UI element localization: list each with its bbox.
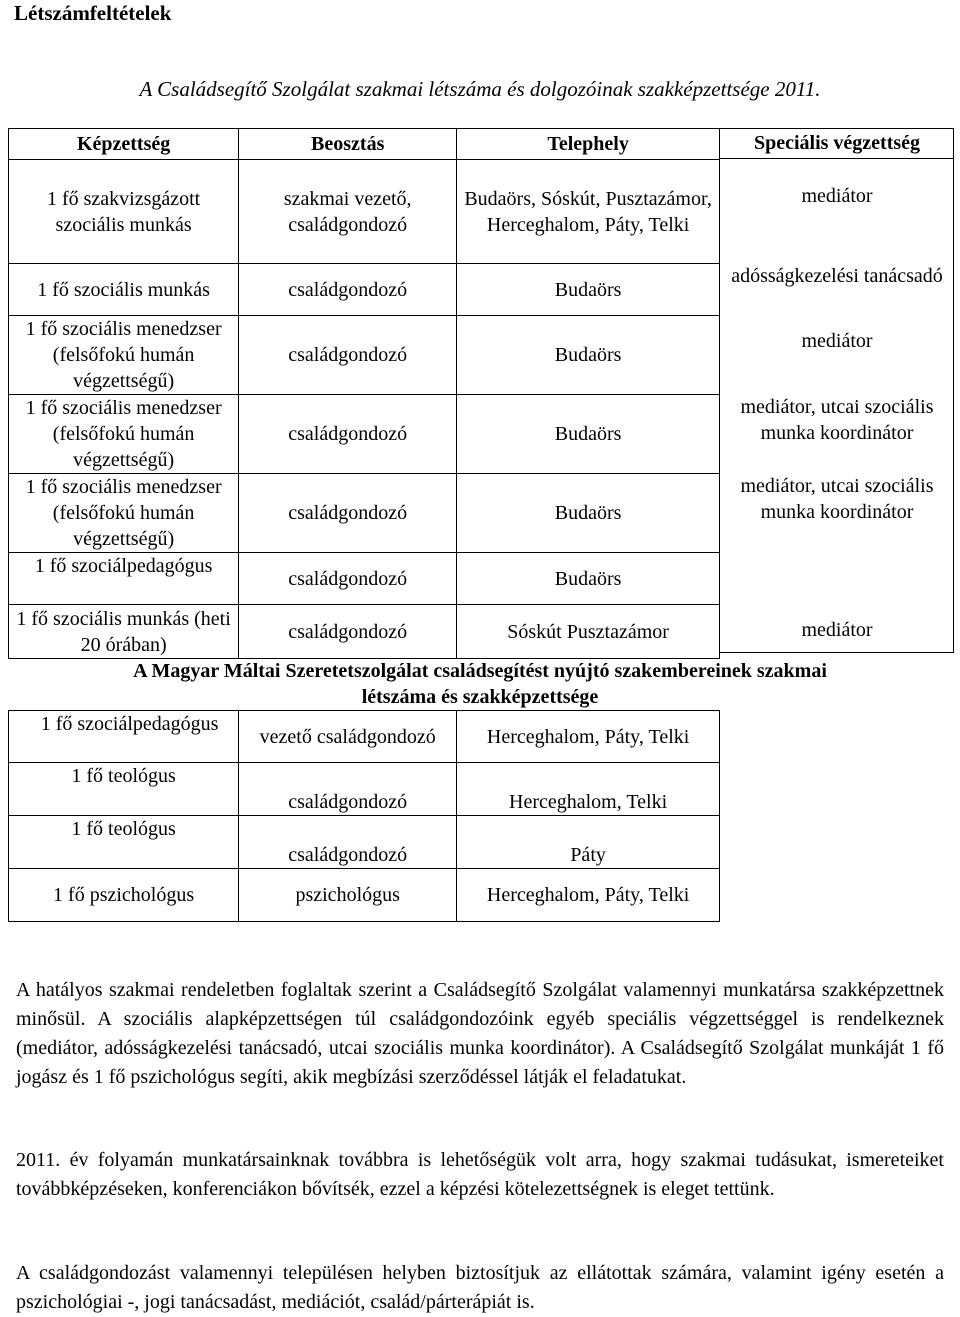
- table-subtitle: A Családsegítő Szolgálat szakmai létszáma és dolgozóinak szakképzettsége 2011.: [139, 77, 821, 101]
- cell-telephely: Herceghalom, Telki: [457, 763, 720, 816]
- spec-column-divider: [720, 158, 954, 159]
- paragraph-qualifications: A hatályos szakmai rendeletben foglaltak szerint a Családsegítő Szolgálat valamennyi munkatársa szakképzettnek minősül. A szociális alapképzettségen túl családgondozóink egyéb speciális végzettséggel is rendelkeznek (mediátor, adósságkezelési tanácsadó, utcai szociális munka koordinátor). A Családsegítő Szolgálat munkáját 1 fő jogász és 1 fő pszichológus segíti, akik megbízási szerződéssel látják el feladatukat.: [16, 979, 944, 1088]
- cell-beosztas: családgondozó: [239, 816, 457, 869]
- section-title: A Magyar Máltai Szeretetszolgálat családsegítést nyújtó szakembereinek szakmai létszáma és szakképzettsége: [133, 660, 827, 708]
- cell-kepzettseg: 1 fő teológus: [9, 763, 239, 816]
- paragraph-training: 2011. év folyamán munkatársainknak továbbra is lehetőségük volt arra, hogy szakmai tudásukat, ismereteiket továbbképzéseken, konferenciákon bővítsék, ezzel a képzési kötelezettségnek is eleget tettünk.: [16, 1149, 944, 1200]
- spec-column-border-top: [720, 128, 954, 129]
- header-kepzettseg: Képzettség: [9, 129, 239, 160]
- paragraph-services: A családgondozást valamennyi településen helyben biztosítjuk az ellátottak számára, valamint igény esetén a pszichológiai -, jogi tanácsadást, mediációt, család/párterápiát is.: [16, 1262, 944, 1313]
- cell-beosztas: családgondozó: [239, 605, 457, 659]
- cell-kepzettseg: 1 fő szociális munkás: [9, 264, 239, 316]
- cell-beosztas: vezető családgondozó: [239, 711, 457, 763]
- cell-beosztas: családgondozó: [239, 316, 457, 395]
- cell-beosztas: szakmai vezető, családgondozó: [239, 160, 457, 264]
- table-row: [9, 763, 720, 816]
- table-row: [9, 711, 720, 763]
- cell-beosztas: családgondozó: [239, 763, 457, 816]
- cell-specialis: mediátor: [801, 619, 873, 641]
- table-row: [9, 316, 720, 395]
- cell-specialis: mediátor, utcai szociális munka koordinátor: [740, 475, 934, 523]
- cell-telephely: Budaörs: [457, 474, 720, 553]
- cell-specialis: mediátor: [801, 185, 873, 207]
- cell-telephely: Herceghalom, Páty, Telki: [457, 711, 720, 763]
- cell-kepzettseg: 1 fő teológus: [9, 816, 239, 869]
- cell-specialis: mediátor: [801, 330, 873, 352]
- cell-telephely: Páty: [457, 816, 720, 869]
- cell-kepzettseg: 1 fő szociálpedagógus: [9, 553, 239, 605]
- cell-kepzettseg: 1 fő pszichológus: [9, 869, 239, 922]
- cell-kepzettseg: 1 fő szociális menedzser (felsőfokú humán végzettségű): [9, 474, 239, 553]
- cell-kepzettseg: 1 fő szociális menedzser (felsőfokú humán végzettségű): [9, 395, 239, 474]
- cell-telephely: Budaörs: [457, 316, 720, 395]
- table-row: [9, 605, 720, 659]
- cell-kepzettseg: 1 fő szociális menedzser (felsőfokú humán végzettségű): [9, 316, 239, 395]
- table-row: [9, 553, 720, 605]
- cell-telephely: Herceghalom, Páty, Telki: [457, 869, 720, 922]
- spec-column-border-bottom: [720, 652, 954, 653]
- cell-beosztas: családgondozó: [239, 474, 457, 553]
- table-row: [9, 816, 720, 869]
- cell-kepzettseg: 1 fő szakvizsgázott szociális munkás: [9, 160, 239, 264]
- cell-specialis: mediátor, utcai szociális munka koordinátor: [740, 396, 934, 444]
- table-row: [9, 869, 720, 922]
- header-specialis: Speciális végzettség: [753, 132, 921, 154]
- cell-beosztas: családgondozó: [239, 553, 457, 605]
- cell-beosztas: családgondozó: [239, 264, 457, 316]
- maltese-staff-table: [8, 710, 720, 922]
- header-beosztas: Beosztás: [239, 129, 457, 160]
- spec-column-border: [953, 128, 954, 652]
- cell-beosztas: pszichológus: [239, 869, 457, 922]
- cell-telephely: Budaörs, Sóskút, Pusztazámor, Herceghalom, Páty, Telki: [457, 160, 720, 264]
- cell-telephely: Budaörs: [457, 264, 720, 316]
- table-header-row: [9, 129, 720, 160]
- staff-table: [8, 128, 720, 659]
- cell-telephely: Budaörs: [457, 395, 720, 474]
- page-heading: Létszámfeltételek: [14, 1, 172, 25]
- table-row: [9, 474, 720, 553]
- cell-telephely: Budaörs: [457, 553, 720, 605]
- cell-beosztas: családgondozó: [239, 395, 457, 474]
- table-row: [9, 160, 720, 264]
- cell-kepzettseg: 1 fő szociálpedagógus: [9, 711, 239, 763]
- table-row: [9, 395, 720, 474]
- cell-specialis: adósságkezelési tanácsadó: [731, 265, 943, 287]
- cell-telephely: Sóskút Pusztazámor: [457, 605, 720, 659]
- header-telephely: Telephely: [457, 129, 720, 160]
- table-row: [9, 264, 720, 316]
- cell-kepzettseg: 1 fő szociális munkás (heti 20 órában): [9, 605, 239, 659]
